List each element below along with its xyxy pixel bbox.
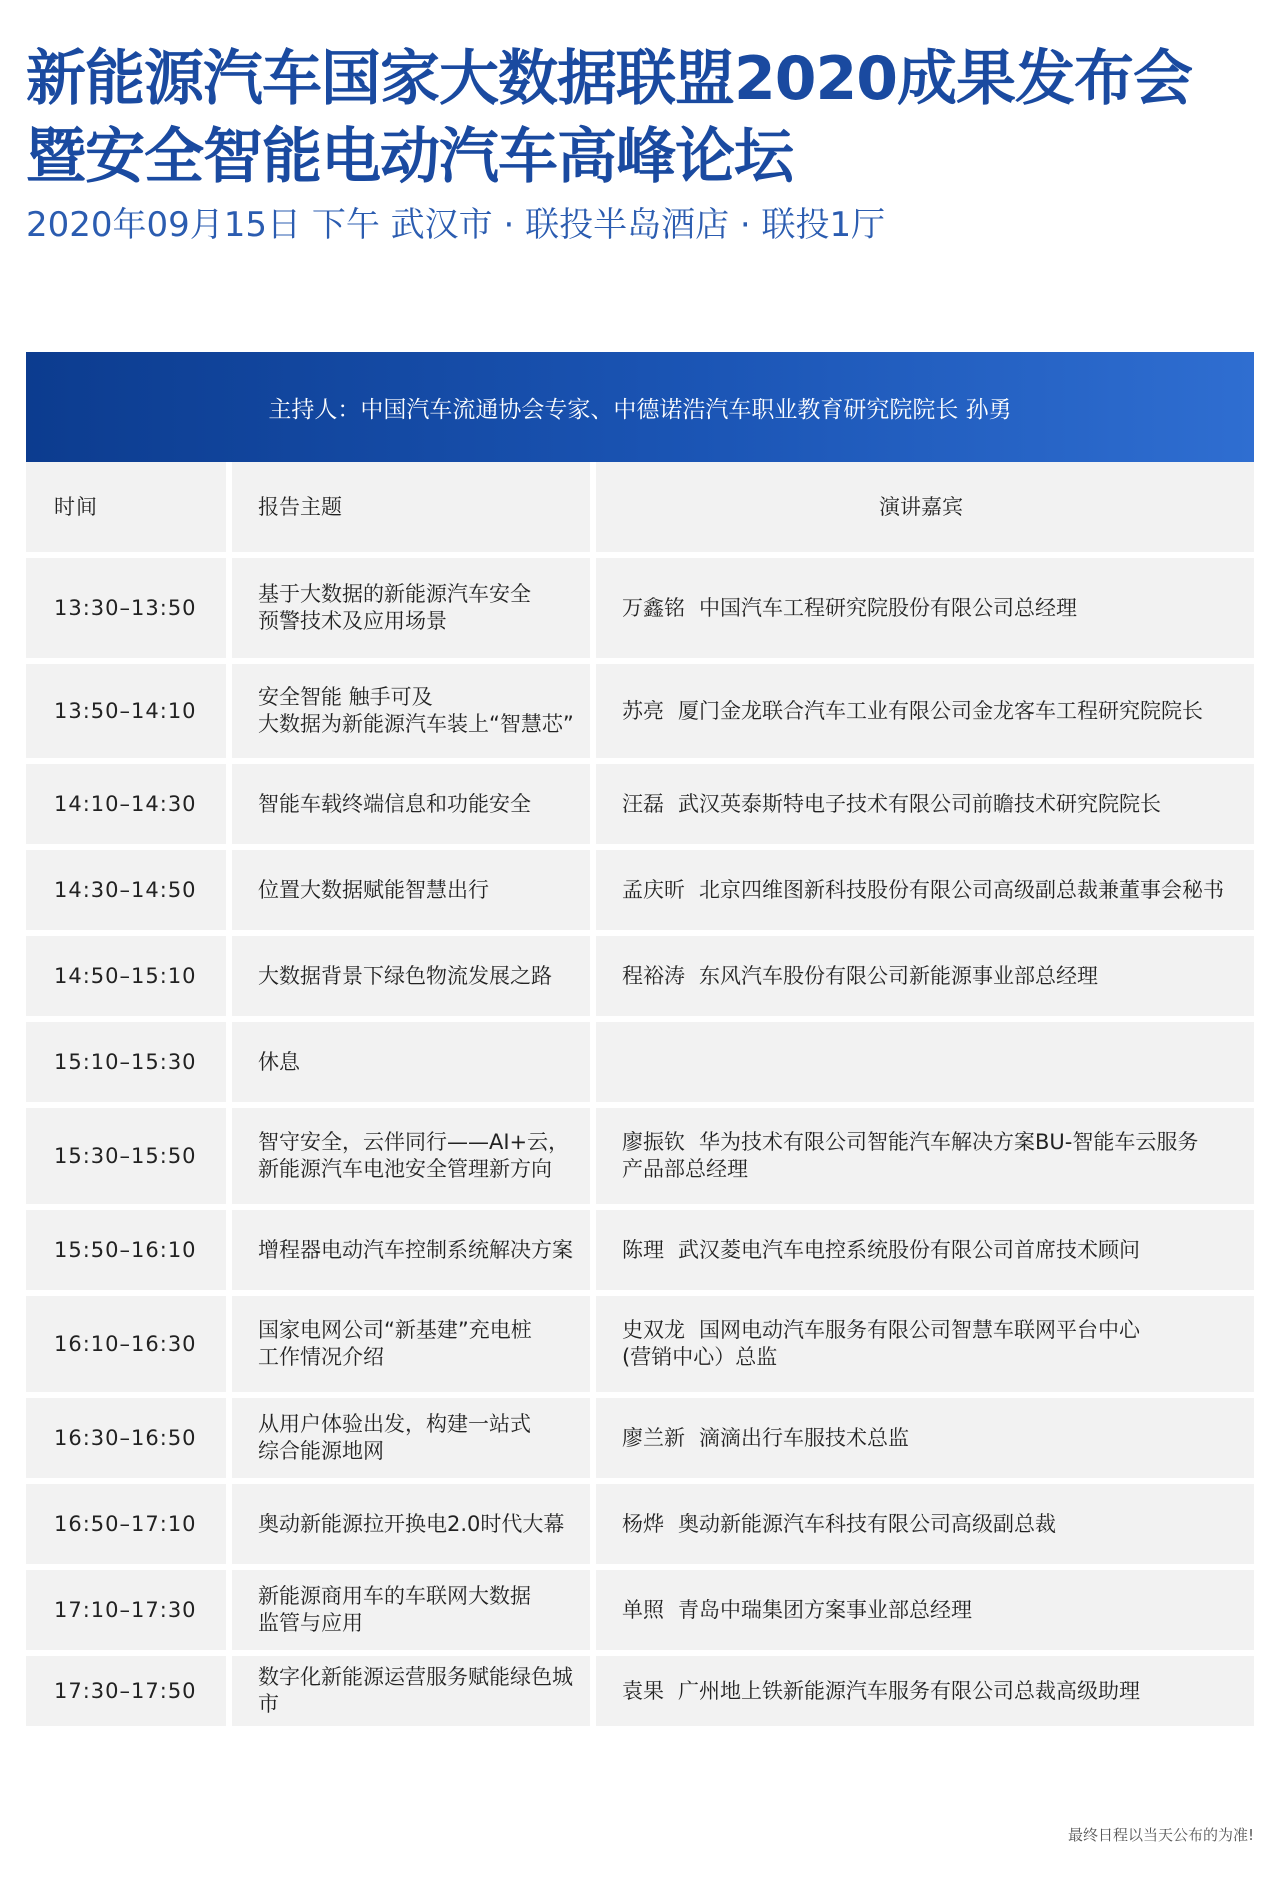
table-row (26, 936, 1254, 1016)
topic-line: 预警技术及应用场景 (258, 609, 447, 633)
speaker-name: 程裕涛 (622, 963, 685, 988)
topic-line: 数字化新能源运营服务赋能绿色城市 (258, 1665, 573, 1716)
header-time: 时间 (26, 462, 226, 552)
row-time: 13:50–14:10 (26, 664, 226, 758)
topic-line: 大数据为新能源汽车装上“智慧芯” (258, 712, 574, 736)
row-topic (232, 850, 590, 930)
table-row (26, 558, 1254, 658)
table-row (26, 1398, 1254, 1478)
row-topic (232, 1296, 590, 1392)
row-topic (232, 558, 590, 658)
table-row (26, 1570, 1254, 1650)
table-header-row (26, 462, 1254, 552)
header-topic: 报告主题 (232, 462, 590, 552)
topic-line: 智守安全，云伴同行——AI+云， (258, 1130, 570, 1154)
page-title-line-1: 新能源汽车国家大数据联盟2020成果发布会 (26, 44, 1192, 114)
table-row (26, 1484, 1254, 1564)
topic-line: 休息 (258, 1049, 300, 1074)
row-speaker (596, 1484, 1254, 1564)
speaker-title: 奥动新能源汽车科技有限公司高级副总裁 (678, 1511, 1056, 1536)
speaker-title: 武汉菱电汽车电控系统股份有限公司首席技术顾问 (678, 1237, 1140, 1262)
row-speaker (596, 664, 1254, 758)
topic-line: 国家电网公司“新基建”充电桩 (258, 1318, 532, 1342)
row-time: 16:30–16:50 (26, 1398, 226, 1478)
row-speaker (596, 1210, 1254, 1290)
table-row (26, 664, 1254, 758)
table-row (26, 1656, 1254, 1726)
table-row (26, 1022, 1254, 1102)
host-text: 主持人：中国汽车流通协会专家、中德诺浩汽车职业教育研究院院长 孙勇 (268, 396, 1012, 423)
topic-line: 新能源商用车的车联网大数据 (258, 1584, 531, 1608)
row-topic (232, 764, 590, 844)
topic-line: 智能车载终端信息和功能安全 (258, 791, 531, 816)
row-time: 14:50–15:10 (26, 936, 226, 1016)
schedule-table (26, 462, 1254, 1732)
speaker-line (622, 1425, 909, 1452)
speaker-name: 史双龙 (622, 1318, 685, 1342)
speaker-name: 廖振钦 (622, 1130, 685, 1154)
topic-line: 从用户体验出发，构建一站式 (258, 1412, 531, 1436)
speaker-line (622, 595, 1077, 622)
speaker-line (622, 1129, 1198, 1156)
speaker-title: 广州地上铁新能源汽车服务有限公司总裁高级助理 (678, 1678, 1140, 1703)
speaker-title: 中国汽车工程研究院股份有限公司总经理 (699, 595, 1077, 620)
row-topic (232, 936, 590, 1016)
table-row (26, 1210, 1254, 1290)
table-row (26, 1108, 1254, 1204)
topic-line: 奥动新能源拉开换电2.0时代大幕 (258, 1511, 565, 1536)
speaker-title: 东风汽车股份有限公司新能源事业部总经理 (699, 963, 1098, 988)
row-topic (232, 664, 590, 758)
speaker-name: 陈理 (622, 1237, 664, 1262)
topic-line: 增程器电动汽车控制系统解决方案 (258, 1237, 573, 1262)
topic-line: 大数据背景下绿色物流发展之路 (258, 963, 552, 988)
row-speaker (596, 936, 1254, 1016)
speaker-line (622, 1049, 636, 1076)
table-row (26, 764, 1254, 844)
speaker-title: 武汉英泰斯特电子技术有限公司前瞻技术研究院院长 (678, 791, 1161, 816)
row-time: 14:30–14:50 (26, 850, 226, 930)
row-topic (232, 1570, 590, 1650)
topic-line: 安全智能 触手可及 (258, 685, 433, 709)
row-time: 17:30–17:50 (26, 1656, 226, 1726)
row-topic (232, 1022, 590, 1102)
speaker-name: 单照 (622, 1597, 664, 1622)
speaker-title: 滴滴出行车服技术总监 (699, 1425, 909, 1450)
row-speaker (596, 1656, 1254, 1726)
row-time: 15:30–15:50 (26, 1108, 226, 1204)
row-topic (232, 1108, 590, 1204)
speaker-line (622, 1511, 1056, 1538)
header-speaker: 演讲嘉宾 (596, 462, 1254, 552)
speaker-name: 袁果 (622, 1678, 664, 1703)
row-speaker (596, 1108, 1254, 1204)
speaker-title: 青岛中瑞集团方案事业部总经理 (678, 1597, 972, 1622)
row-speaker (596, 558, 1254, 658)
row-time: 16:50–17:10 (26, 1484, 226, 1564)
row-speaker (596, 764, 1254, 844)
page-title-line-2: 暨安全智能电动汽车高峰论坛 (26, 122, 793, 192)
speaker-line (622, 1678, 1140, 1705)
header (26, 40, 1256, 248)
speaker-name: 孟庆昕 (622, 877, 685, 902)
topic-line: 工作情况介绍 (258, 1345, 384, 1369)
row-time: 16:10–16:30 (26, 1296, 226, 1392)
speaker-line (622, 1237, 1140, 1264)
speaker-title: 北京四维图新科技股份有限公司高级副总裁兼董事会秘书 (699, 877, 1224, 902)
speaker-title: 厦门金龙联合汽车工业有限公司金龙客车工程研究院院长 (678, 698, 1203, 723)
topic-line: 基于大数据的新能源汽车安全 (258, 582, 531, 606)
speaker-name: 廖兰新 (622, 1425, 685, 1450)
event-date-location: 2020年09月15日 下午 武汉市 · 联投半岛酒店 · 联投1厅 (26, 205, 886, 245)
table-body (26, 558, 1254, 1726)
topic-line: 监管与应用 (258, 1611, 363, 1635)
speaker-name: 苏亮 (622, 698, 664, 723)
topic-line: 综合能源地网 (258, 1439, 384, 1463)
row-speaker (596, 1570, 1254, 1650)
table-row (26, 1296, 1254, 1392)
speaker-title: 华为技术有限公司智能汽车解决方案BU-智能车云服务 (699, 1130, 1199, 1154)
speaker-title: 国网电动汽车服务有限公司智慧车联网平台中心 (699, 1318, 1140, 1342)
speaker-line (622, 1597, 972, 1624)
footnote: 最终日程以当天公布的为准! (1067, 1826, 1254, 1844)
topic-line: 位置大数据赋能智慧出行 (258, 877, 489, 902)
row-time: 14:10–14:30 (26, 764, 226, 844)
row-time: 13:30–13:50 (26, 558, 226, 658)
row-topic (232, 1484, 590, 1564)
row-topic (232, 1398, 590, 1478)
speaker-name: 杨烨 (622, 1511, 664, 1536)
row-speaker (596, 1022, 1254, 1102)
row-time: 15:50–16:10 (26, 1210, 226, 1290)
host-banner (26, 352, 1254, 462)
row-time: 17:10–17:30 (26, 1570, 226, 1650)
speaker-line (622, 698, 1203, 725)
speaker-line (622, 791, 1161, 818)
table-row (26, 850, 1254, 930)
row-time: 15:10–15:30 (26, 1022, 226, 1102)
row-speaker (596, 1398, 1254, 1478)
row-topic (232, 1210, 590, 1290)
speaker-title-continued: (营销中心）总监 (622, 1345, 778, 1369)
speaker-line (622, 963, 1098, 990)
topic-line: 新能源汽车电池安全管理新方向 (258, 1157, 552, 1181)
speaker-line (622, 1317, 1140, 1344)
speaker-line (622, 877, 1224, 904)
row-speaker (596, 850, 1254, 930)
speaker-name: 万鑫铭 (622, 595, 685, 620)
speaker-name: 汪磊 (622, 791, 664, 816)
row-speaker (596, 1296, 1254, 1392)
speaker-title-continued: 产品部总经理 (622, 1157, 748, 1181)
row-topic (232, 1656, 590, 1726)
